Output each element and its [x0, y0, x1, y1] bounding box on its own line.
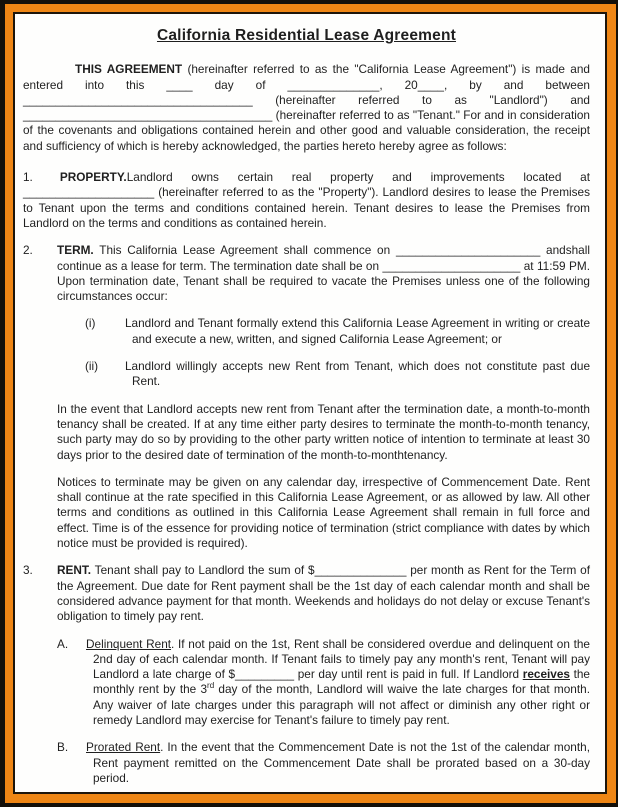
- term-subitem-i-body: Landlord and Tenant formally extend this California Lease Agreement in writing or create and execute a new, written, and signed California Lease Agreement; or: [125, 316, 590, 346]
- section-rent-content: [57, 563, 590, 794]
- term-subitem-i-marker: (i): [85, 316, 96, 331]
- rent-subitem-delinquent-marker: A.: [57, 636, 69, 651]
- rent-subitem-delinquent-body: Delinquent Rent. If not paid on the 1st, Rent shall be considered overdue and delinquent on the 2nd day of each calendar month. If Tenant fails to timely pay any month's rent, Tenant will pay Landlord a late charge of $_________ per day until rent is paid in full. If Landlord receives the monthly rent by the 3rd day of the month, Landlord will waive the late charges for that month. Any waiver of late charges under this paragraph will not affect or diminish any other right or remedy Landlord may exercise for Tenant's failure to timely pay rent.: [86, 636, 590, 727]
- rent-subitem-prorated: [57, 740, 590, 786]
- rent-subitem-prorated-body: Prorated Rent. In the event that the Commencement Date is not the 1st of the calendar month, Rent payment remitted on the Commencement Date shall be prorated based on a 30-day period.: [86, 740, 590, 785]
- rent-subitem-delinquent: [57, 637, 590, 729]
- section-property-paragraph: 1. PROPERTY.Landlord owns certain real property and improvements located at ____________________ (hereinafter referred to as the "Property"). Landlord desires to lease the Premises to Tenant upon the terms and conditions contained herein. Tenant desires to lease the Premises from Landlord on the terms and conditions as contained herein.: [23, 170, 590, 230]
- section-term-number: 2.: [23, 243, 33, 258]
- section-rent-number: 3.: [23, 563, 33, 578]
- section-rent: [23, 563, 590, 794]
- term-subitem-i: [57, 316, 590, 347]
- term-notices-paragraph: Notices to terminate may be given on any calendar day, irrespective of Commencement Date. Rent shall continue at the rate specified in this California Lease Agreement, or as allowed by law. All other terms and conditions as outlined in this California Lease Agreement shall remain in full force and effect. Time is of the essence for providing notice of termination (strict compliance with dates by which notice must be provided is required).: [57, 474, 590, 551]
- term-subitem-ii: [57, 359, 590, 390]
- section-term-body: TERM. This California Lease Agreement shall commence on ______________________ andshall continue as a lease for term. The termination date shall be on _____________________ at 11:59 PM. Upon termination date, Tenant shall be required to vacate the Premises unless one of the following circumstances occur:: [57, 243, 590, 304]
- term-subitem-ii-body: Landlord willingly accepts new Rent from Tenant, which does not constitute past due Rent.: [125, 359, 590, 389]
- term-subitem-ii-marker: (ii): [85, 359, 99, 374]
- document-title: California Residential Lease Agreement: [156, 27, 457, 44]
- intro-paragraph: THIS AGREEMENT (hereinafter referred to as the "California Lease Agreement") is made and entered into this ____ day of ______________, 20____, by and between ___________________________________ (hereinafter referred to as "Landlord") and ______________________________________ (hereinafter referred to as "Tenant." For and in consideration of the covenants and obligations contained herein and other good and valuable consideration, the receipt and sufficiency of which is hereby acknowledged, the parties hereto hereby agree as follows:: [23, 62, 590, 153]
- section-rent-body: RENT. Tenant shall pay to Landlord the sum of $______________ per month as Rent for the Term of the Agreement. Due date for Rent payment shall be the 1st day of each calendar month and shall be considered advance payment for that month. Weekends and holidays do not delay or excuse Tenant's obligation to timely pay rent.: [57, 563, 590, 624]
- section-term: [23, 243, 590, 551]
- lease-document-page: [13, 12, 607, 794]
- term-month-to-month-paragraph: In the event that Landlord accepts new rent from Tenant after the termination date, a month-to-month tenancy shall be created. If at any time either party desires to terminate the month-to-month tenancy, such party may do so by providing to the other party written notice of intention to terminate at least 30 days prior to the desired date of termination of the month-to-monthtenancy.: [57, 401, 590, 462]
- section-term-content: [57, 243, 590, 551]
- rent-subitem-prorated-marker: B.: [57, 740, 69, 755]
